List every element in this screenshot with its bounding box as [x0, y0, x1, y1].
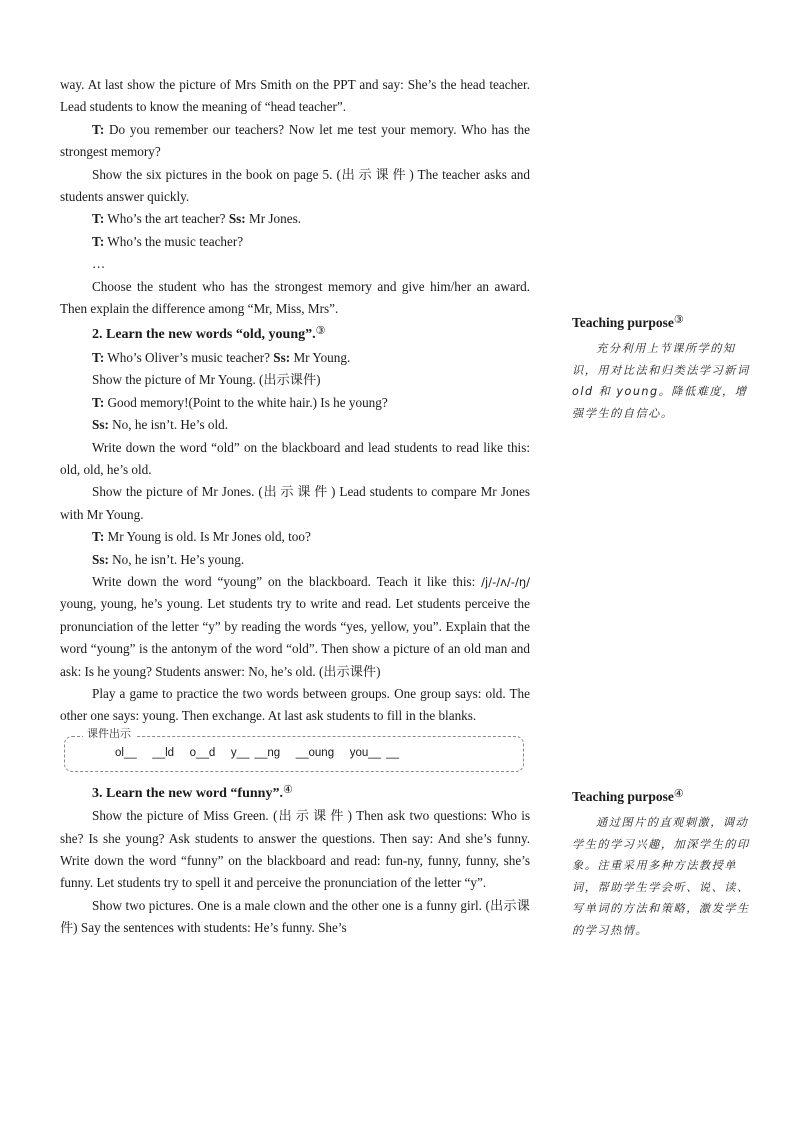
dialogue-line: [60, 347, 530, 369]
heading-text: 3. Learn the new word “funny”.: [92, 785, 283, 801]
courseware-box: [64, 726, 524, 772]
title-text: Teaching purpose: [572, 789, 674, 804]
paragraph: [60, 481, 530, 526]
speaker-label: T:: [92, 394, 105, 410]
dialogue-text: Mr Jones.: [245, 211, 302, 227]
courseware-tag: 课件出示: [83, 727, 135, 741]
speaker-label: T:: [92, 211, 105, 227]
paragraph: Show two pictures. One is a male clown and the other one is a funny girl. (出示课件) Say the sentences with students: He’s funny. She’s: [60, 897, 530, 936]
speaker-label: T:: [92, 349, 105, 365]
paragraph: Write down the word “old” on the blackboard and lead students to read like this: old, old, he’s old.: [60, 439, 530, 477]
paragraph: Play a game to practice the two words between groups. One group says: old. The other one says: young. Then exchange. At last ask students to fill in the blanks.: [60, 685, 530, 724]
dialogue-line: [60, 231, 530, 253]
title-text: Teaching purpose: [572, 315, 674, 330]
dialogue-text: Who’s Oliver’s music teacher?: [104, 349, 274, 365]
heading-text: 2. Learn the new words “old, young”.: [92, 327, 316, 343]
speaker-label: T:: [92, 233, 105, 249]
paragraph: [60, 119, 530, 164]
speaker-label: Ss:: [92, 551, 109, 567]
teaching-purpose-3: [572, 311, 752, 424]
text-run: ) Then ask two questions: Who is she? Is she young? Ask students to answer the questions. Then say: And she’s funny. Write down the word “funny” on the blackboard and read: fun-ny, funny, funny, she’s funny. Let students try to spell it and perceive the pronunciation of the letter “y”.: [60, 808, 531, 891]
lesson-body: [60, 74, 530, 940]
dialogue-text: Who’s the art teacher?: [104, 211, 229, 227]
courseware-note: 出示课件: [262, 484, 332, 500]
purpose-marker: ④: [673, 788, 684, 800]
dialogue-line: [60, 208, 530, 230]
teaching-purpose-title: [572, 311, 752, 332]
paragraph: Show the picture of Mr Young. (出示课件): [92, 372, 321, 388]
section-heading: [60, 320, 530, 346]
paragraph: Choose the student who has the strongest memory and give him/her an award. Then explain the difference among “Mr, Miss, Mrs”.: [60, 278, 530, 317]
dialogue-line: [60, 549, 530, 571]
section-heading: [60, 779, 530, 805]
dialogue-text: No, he isn’t. He’s old.: [108, 417, 229, 433]
speaker-label: T:: [92, 529, 105, 545]
teaching-purpose-4: [572, 785, 752, 941]
dialogue-text: Mr Young is old. Is Mr Jones old, too?: [104, 529, 311, 545]
purpose-marker: ④: [282, 783, 293, 796]
courseware-note: 出示课件: [277, 808, 348, 824]
dialogue-text: No, he isn’t. He’s young.: [108, 551, 245, 567]
text-run: young, young, he’s young. Let students try to write and read. Let students perceive the pronunciation of the letter “y” by reading the words “yes, yellow, you”. Explain that the word “young” is the antonym of the word “old”. Then show a picture of an old man and ask: Is he young? Students answer: No, he’s old. (出示课件): [60, 596, 530, 679]
courseware-note: 出示课件: [340, 166, 410, 182]
speaker-label: Ss:: [228, 211, 246, 227]
paragraph: [60, 805, 530, 895]
paragraph: way. At last show the picture of Mrs Smith on the PPT and say: She’s the head teacher. Lead students to know the meaning of “head teacher”.: [60, 77, 530, 115]
text-run: Show the six pictures in the book on page 5. (: [92, 166, 341, 182]
phonetic-symbols: /j/-/ʌ/-/ŋ/: [481, 574, 530, 589]
speaker-label: T:: [92, 121, 105, 137]
text-run: Write down the word “young” on the blackboard. Teach it like this:: [92, 573, 482, 589]
ellipsis: …: [92, 256, 106, 272]
dialogue-text: Mr Young.: [290, 349, 351, 365]
paragraph: [60, 571, 530, 683]
dialogue-line: [60, 414, 530, 436]
purpose-marker: ③: [673, 314, 684, 326]
dialogue-text: Who’s the music teacher?: [104, 233, 244, 249]
speaker-label: Ss:: [92, 417, 109, 433]
dialogue-text: Good memory!(Point to the white hair.) Is he young?: [104, 394, 388, 410]
teaching-purpose-note: 充分利用上节课所学的知识，用对比法和归类法学习新词 old 和 young。降低难度，增强学生的自信心。: [572, 342, 750, 420]
fill-in-blanks: ol__ __ld o__d y__ __ng __oung you__ __: [115, 746, 400, 759]
teaching-purpose-note: 通过图片的直观刺激，调动学生的学习兴趣，加深学生的印象。注重采用多种方法教授单词，帮助学生学会听、说、读、写单词的方法和策略，激发学生的学习热情。: [572, 816, 750, 937]
purpose-marker: ③: [315, 325, 326, 338]
text-run: Show the picture of Mr Jones. (: [92, 484, 263, 500]
paragraph: [60, 164, 530, 209]
dialogue-line: [60, 526, 530, 548]
dialogue-line: [60, 392, 530, 414]
dialogue-text: Do you remember our teachers? Now let me test your memory. Who has the strongest memory?: [60, 121, 530, 160]
text-run: ) The teacher asks and students answer quickly.: [60, 166, 530, 205]
text-run: Show the picture of Miss Green. (: [92, 808, 278, 824]
text-run: ) Lead students to compare Mr Jones with Mr Young.: [60, 484, 530, 522]
teaching-purpose-title: [572, 785, 752, 806]
speaker-label: Ss:: [273, 349, 291, 365]
